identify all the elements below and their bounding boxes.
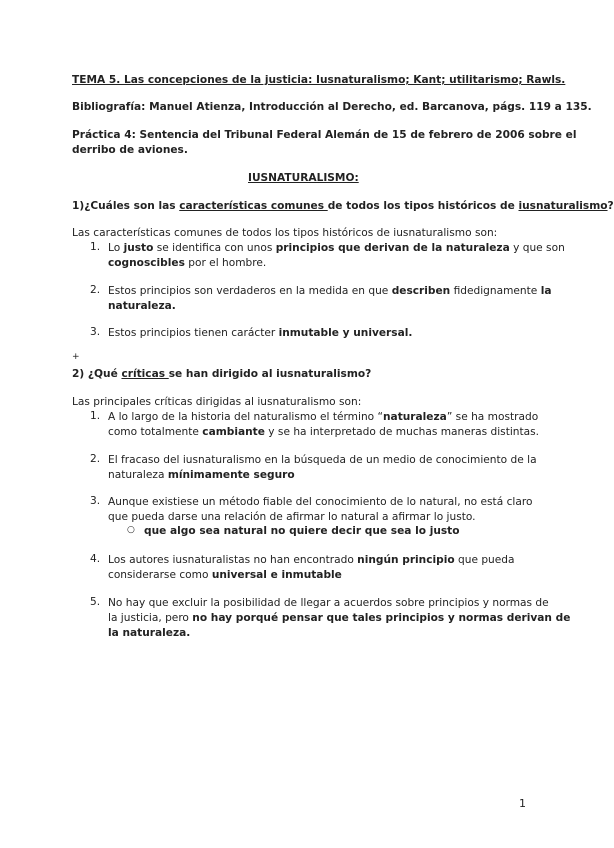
question-2 — [72, 368, 371, 380]
text: Estos principios tienen carácter — [108, 327, 279, 339]
text: la justicia, pero — [108, 612, 193, 624]
question-1 — [72, 200, 614, 212]
q2-suffix: se han dirigido al iusnaturalismo? — [168, 368, 372, 380]
q1-item-2 — [108, 284, 551, 314]
text-bold: la — [540, 285, 552, 297]
text-bold: naturaleza — [383, 411, 447, 423]
text: como totalmente — [108, 426, 203, 438]
q1-item-3 — [108, 326, 412, 341]
section-title: IUSNATURALISMO: — [248, 172, 359, 184]
q1-underlined-1: características comunes — [179, 200, 328, 212]
text: que pueda darse una relación de afirmar lo natural a afirmar lo justo. — [108, 511, 476, 523]
text: No hay que excluir la posibilidad de llegar a acuerdos sobre principios y normas de — [108, 597, 549, 609]
bibliografia-line: Bibliografía: Manuel Atienza, Introducción al Derecho, ed. Barcanova, págs. 119 a 135. — [72, 101, 592, 113]
text-bold: inmutable y universal. — [278, 327, 413, 339]
q2-item-2-number: 2. — [90, 453, 101, 465]
text-bold: principios que derivan de la naturaleza — [275, 242, 510, 254]
q1-item-3-number: 3. — [90, 326, 101, 338]
text: El fracaso del iusnaturalismo en la búsqueda de un medio de conocimiento de la — [108, 454, 537, 466]
text: naturaleza — [108, 469, 168, 481]
q2-underlined: críticas — [121, 368, 169, 380]
text: considerarse como — [108, 569, 212, 581]
q1-item-2-number: 2. — [90, 284, 101, 296]
text: fidedignamente — [450, 285, 541, 297]
q2-prefix: 2) ¿Qué — [72, 368, 122, 380]
tema-heading: TEMA 5. Las concepciones de la justicia: Iusnaturalismo; Kant; utilitarismo; Rawls. — [72, 74, 566, 86]
text-bold: universal e inmutable — [211, 569, 342, 581]
text-bold: justo — [123, 242, 154, 254]
q2-item-3 — [108, 495, 532, 525]
q2-item-2 — [108, 453, 537, 483]
q2-item-3-number: 3. — [90, 495, 101, 507]
text-bold: naturaleza. — [108, 300, 176, 312]
text: Los autores iusnaturalistas no han encontrado — [108, 554, 358, 566]
text: Lo — [108, 242, 124, 254]
text-bold: ningún principio — [357, 554, 455, 566]
q2-item-4-number: 4. — [90, 553, 101, 565]
practica-line-2: derribo de aviones. — [72, 144, 188, 156]
q1-suffix: ? — [607, 200, 614, 212]
q1-item-1-number: 1. — [90, 241, 101, 253]
q1-item-1 — [108, 241, 565, 271]
q1-underlined-2: iusnaturalismo — [518, 200, 608, 212]
q2-item-1 — [108, 410, 539, 440]
text-bold: describen — [391, 285, 451, 297]
text: y que son — [509, 242, 565, 254]
text-bold: cambiante — [202, 426, 265, 438]
text: por el hombre. — [184, 257, 267, 269]
text-bold: no hay porqué pensar que tales principios y normas derivan de — [192, 612, 571, 624]
text: se identifica con unos — [153, 242, 276, 254]
sub-bullet-icon: ○ — [127, 525, 135, 535]
q2-item-5-number: 5. — [90, 596, 101, 608]
q1-intro: Las características comunes de todos los tipos históricos de iusnaturalismo son: — [72, 227, 498, 239]
stray-plus-mark: + — [72, 352, 80, 362]
practica-line-1: Práctica 4: Sentencia del Tribunal Federal Alemán de 15 de febrero de 2006 sobre el — [72, 129, 577, 141]
q1-prefix: 1)¿Cuáles son las — [72, 200, 180, 212]
q2-intro: Las principales críticas dirigidas al iusnaturalismo son: — [72, 396, 362, 408]
text-bold: la naturaleza. — [108, 627, 191, 639]
text-bold: cognoscibles — [108, 257, 185, 269]
q1-middle: de todos los tipos históricos de — [327, 200, 519, 212]
text: Estos principios son verdaderos en la medida en que — [108, 285, 392, 297]
text-bold: mínimamente seguro — [167, 469, 295, 481]
text: A lo largo de la historia del naturalismo el término “ — [108, 411, 383, 423]
text: y se ha interpretado de muchas maneras distintas. — [264, 426, 540, 438]
q2-item-5 — [108, 596, 570, 641]
text: ” se ha mostrado — [446, 411, 539, 423]
q2-item-1-number: 1. — [90, 410, 101, 422]
q2-item-3-sub: que algo sea natural no quiere decir que sea lo justo — [144, 525, 460, 537]
q2-item-4 — [108, 553, 515, 583]
text: Aunque existiese un método fiable del conocimiento de lo natural, no está claro — [108, 496, 533, 508]
page-number: 1 — [519, 797, 526, 810]
text: que pueda — [454, 554, 515, 566]
